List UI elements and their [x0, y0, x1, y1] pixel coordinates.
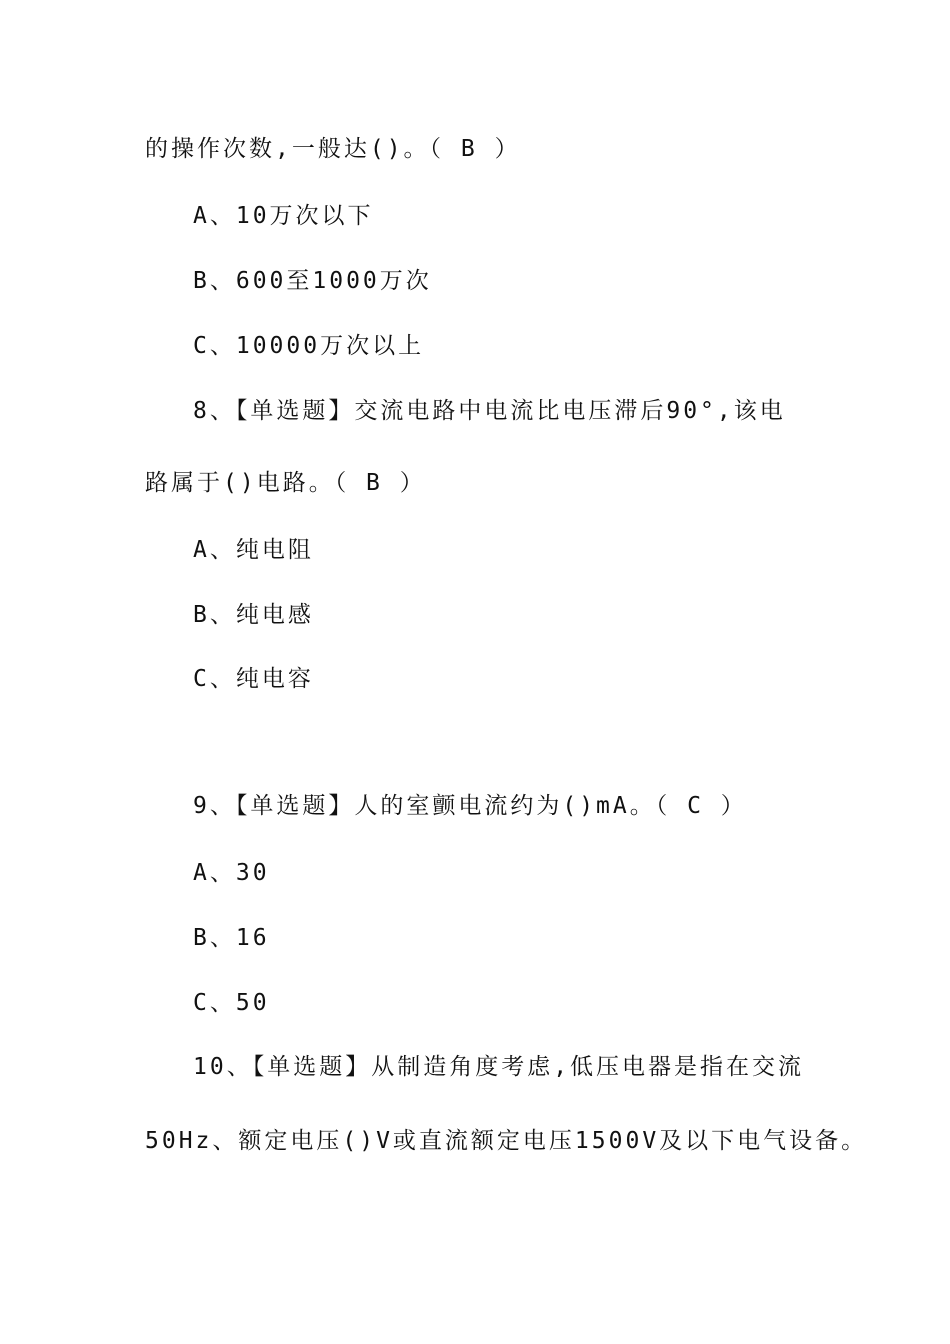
- option-a-q7: A、10万次以下: [193, 203, 374, 229]
- question-8-continuation: 路属于()电路。（ B ）: [145, 470, 426, 496]
- option-c-q8: C、纯电容: [193, 666, 314, 692]
- option-a-q8: A、纯电阻: [193, 537, 314, 563]
- option-b-q9: B、16: [193, 925, 270, 951]
- option-b-q8: B、纯电感: [193, 602, 314, 628]
- question-9-text: 9、【单选题】人的室颤电流约为()mA。（ C ）: [193, 793, 747, 819]
- option-c-q7: C、10000万次以上: [193, 333, 425, 359]
- question-10-continuation: 50Hz、额定电压()V或直流额定电压1500V及以下电气设备。: [145, 1128, 868, 1154]
- question-10-text: 10、【单选题】从制造角度考虑,低压电器是指在交流: [193, 1054, 805, 1080]
- option-c-q9: C、50: [193, 990, 270, 1016]
- question-8-text: 8、【单选题】交流电路中电流比电压滞后90°,该电: [193, 398, 786, 424]
- question-7-continuation: 的操作次数,一般达()。（ B ）: [145, 136, 521, 162]
- option-b-q7: B、600至1000万次: [193, 268, 432, 294]
- option-a-q9: A、30: [193, 860, 270, 886]
